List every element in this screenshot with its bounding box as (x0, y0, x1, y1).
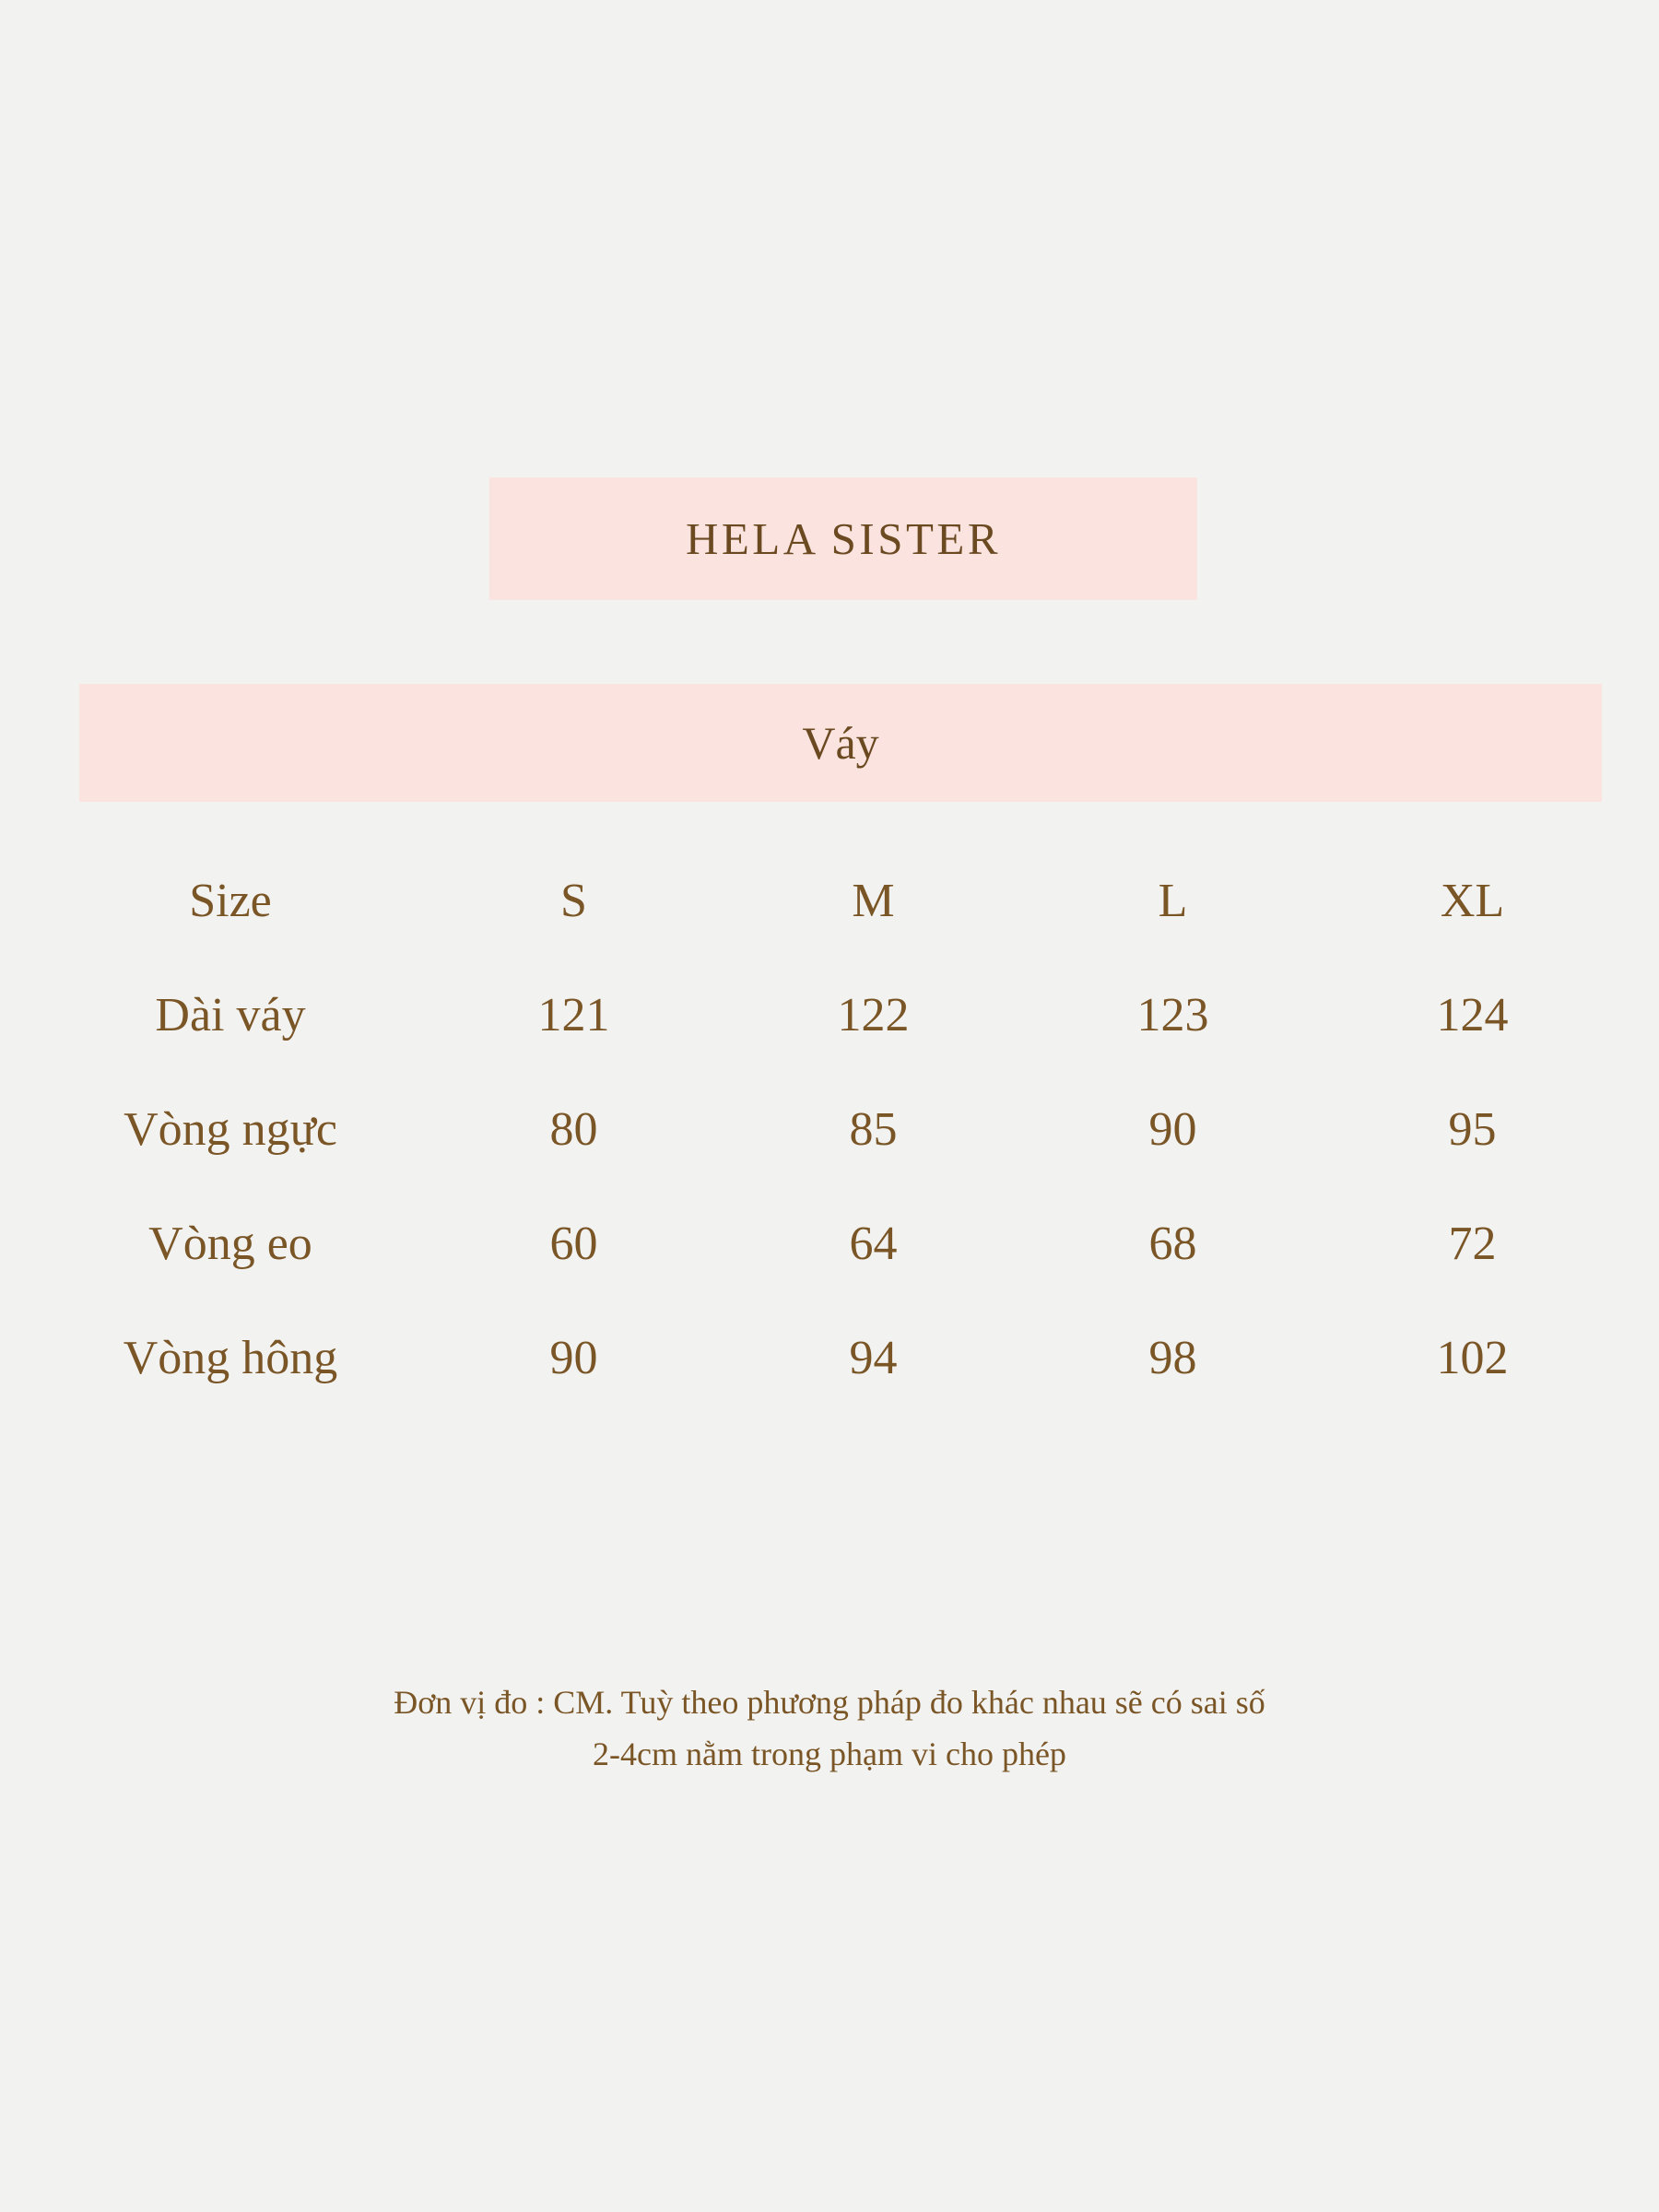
table-cell: 60 (549, 1217, 598, 1270)
table-cell: 80 (549, 1102, 598, 1156)
table-header-cell: Size (189, 874, 272, 927)
table-header-cell: XL (1440, 874, 1505, 927)
table-cell: 64 (849, 1217, 898, 1270)
table-cell: 90 (1148, 1102, 1197, 1156)
measurement-note-line-2: 2-4cm nằm trong phạm vi cho phép (593, 1735, 1066, 1772)
measurement-note-line-1: Đơn vị đo : CM. Tuỳ theo phương pháp đo khác nhau sẽ có sai số (394, 1684, 1265, 1721)
table-header-row (37, 843, 1622, 958)
table-cell: 68 (1148, 1217, 1197, 1270)
table-cell: 94 (849, 1331, 898, 1384)
table-cell: 98 (1148, 1331, 1197, 1384)
table-row-label: Vòng eo (148, 1217, 312, 1270)
table-row-label: Vòng hông (123, 1331, 338, 1384)
table-header-cell: L (1158, 874, 1188, 927)
category-banner (79, 684, 1602, 802)
table-row (37, 1072, 1622, 1186)
brand-title: HELA SISTER (685, 513, 1002, 564)
table-cell: 90 (549, 1331, 598, 1384)
table-header-cell: S (560, 874, 587, 927)
table-row-label: Vòng ngực (124, 1102, 337, 1156)
table-cell: 122 (837, 988, 910, 1041)
table-row-label: Dài váy (155, 988, 306, 1041)
table-row (37, 1186, 1622, 1300)
table-row (37, 958, 1622, 1072)
table-header-cell: M (852, 874, 895, 927)
table-cell: 72 (1448, 1217, 1497, 1270)
size-table (37, 843, 1622, 1415)
table-cell: 124 (1436, 988, 1509, 1041)
table-cell: 123 (1136, 988, 1209, 1041)
measurement-note (0, 1677, 1659, 1781)
table-cell: 85 (849, 1102, 898, 1156)
category-title: Váy (802, 717, 879, 769)
table-cell: 95 (1448, 1102, 1497, 1156)
table-cell: 102 (1436, 1331, 1509, 1384)
brand-banner (489, 477, 1197, 600)
table-cell: 121 (537, 988, 610, 1041)
table-row (37, 1300, 1622, 1415)
